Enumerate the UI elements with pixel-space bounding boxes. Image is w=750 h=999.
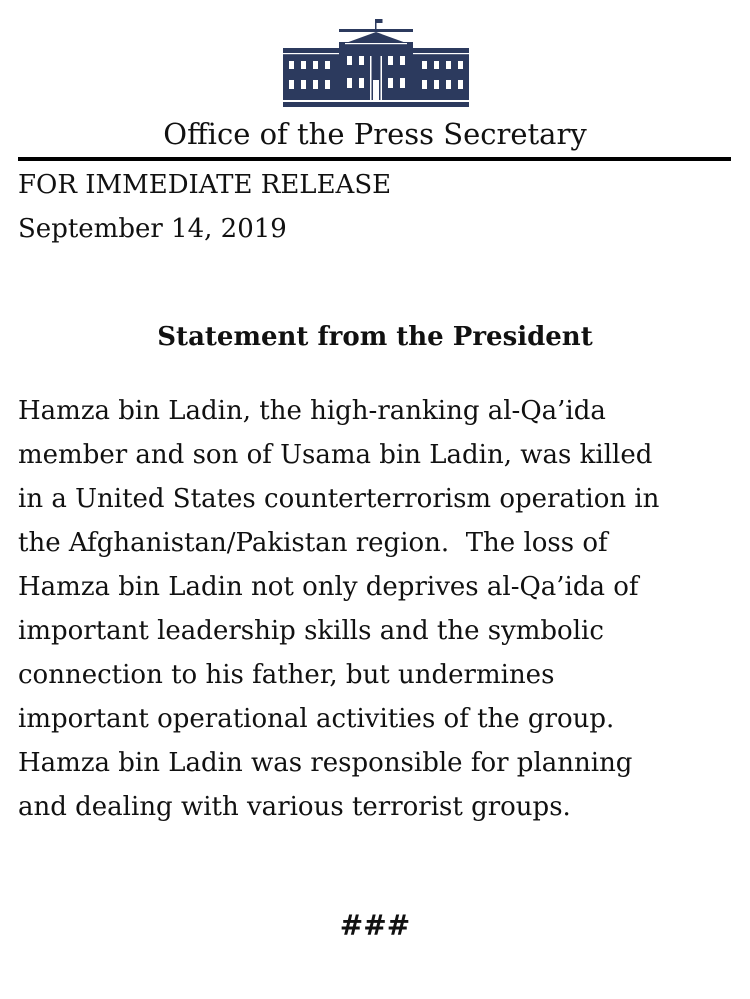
white-house-icon — [283, 18, 469, 108]
statement-line: the Afghanistan/Pakistan region. The loss of — [18, 528, 608, 558]
statement-line: connection to his father, but undermines — [18, 660, 555, 690]
statement-line: Hamza bin Ladin, the high-ranking al-Qa’ida — [18, 396, 606, 426]
header-divider — [18, 157, 731, 161]
statement-line: Hamza bin Ladin was responsible for planning — [18, 748, 633, 778]
statement-body — [18, 389, 730, 829]
statement-line: important operational activities of the group. — [18, 704, 615, 734]
release-date: September 14, 2019 — [18, 214, 287, 244]
statement-title: Statement from the President — [157, 322, 593, 352]
release-label: FOR IMMEDIATE RELEASE — [18, 170, 392, 200]
statement-line: Hamza bin Ladin not only deprives al-Qa’ida of — [18, 572, 639, 602]
end-mark: ### — [339, 909, 411, 942]
statement-line: and dealing with various terrorist groups. — [18, 792, 571, 822]
statement-line: in a United States counterterrorism operation in — [18, 484, 660, 514]
office-title: Office of the Press Secretary — [163, 117, 587, 151]
statement-line: important leadership skills and the symbolic — [18, 616, 604, 646]
statement-line: member and son of Usama bin Ladin, was killed — [18, 440, 653, 470]
